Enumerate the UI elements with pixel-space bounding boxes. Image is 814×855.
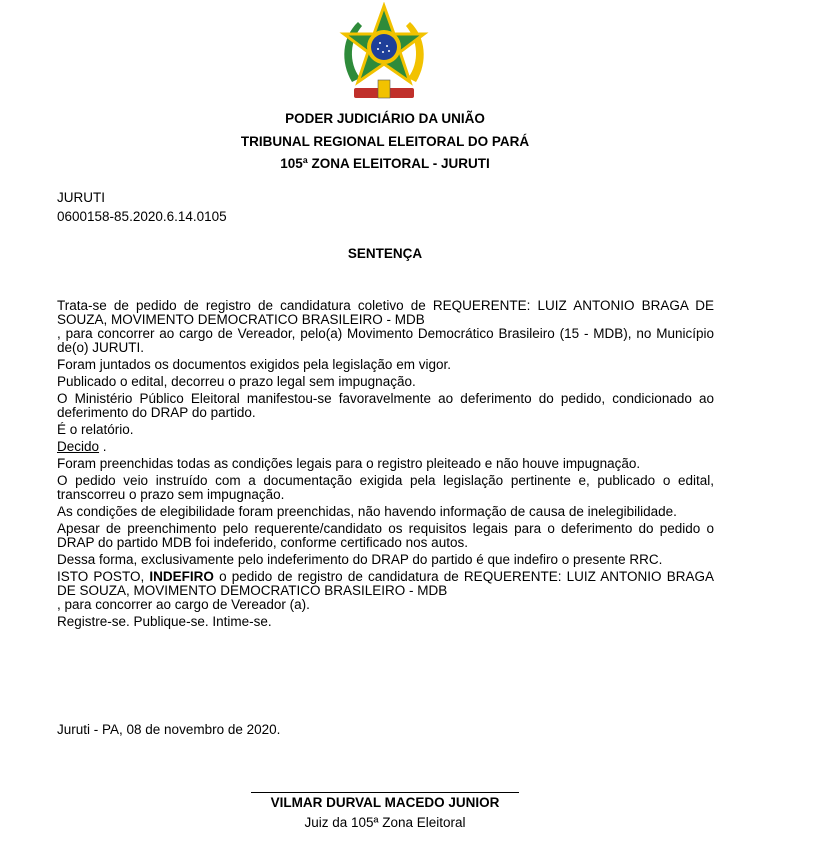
indefiro-word: INDEFIRO	[149, 569, 214, 584]
case-number: 0600158-85.2020.6.14.0105	[57, 209, 227, 224]
paragraph-edital: Publicado o edital, decorreu o prazo legal sem impugnação.	[57, 374, 416, 389]
paragraph-text: ISTO POSTO,	[57, 569, 150, 584]
paragraph-text: Trata-se de pedido de registro de candidatura coletivo de REQUERENTE: LUIZ ANTONIO BRAGA DE SOUZA, MOVIMENTO DEMOCRATICO BRASILEIRO - MDB	[57, 298, 714, 327]
signature-name: VILMAR DURVAL MACEDO JUNIOR	[270, 795, 500, 810]
paragraph-text: .	[99, 439, 107, 454]
place-date: Juruti - PA, 08 de novembro de 2020.	[57, 722, 281, 737]
paragraph-request	[57, 299, 714, 355]
document-body	[57, 299, 714, 632]
document-title: SENTENÇA	[347, 246, 423, 261]
paragraph-conclusion: Dessa forma, exclusivamente pelo indeferimento do DRAP do partido é que indefiro o presente RRC.	[57, 552, 663, 567]
paragraph-ministerio: O Ministério Público Eleitoral manifestou-se favoravelmente ao deferimento do pedido, condicionado ao deferimento do DRAP do partido.	[57, 391, 714, 420]
paragraph-register: Registre-se. Publique-se. Intime-se.	[57, 614, 272, 629]
paragraph-decido	[57, 440, 714, 454]
paragraph-eligibility: As condições de elegibilidade foram preenchidas, não havendo informação de causa de inelegibilidade.	[57, 504, 677, 519]
paragraph-relatorio: É o relatório.	[57, 422, 134, 437]
header-line-1: PODER JUDICIÁRIO DA UNIÃO	[285, 111, 485, 126]
signature-role: Juiz da 105ª Zona Eleitoral	[304, 815, 466, 830]
case-city: JURUTI	[57, 190, 105, 205]
header-line-2: TRIBUNAL REGIONAL ELEITORAL DO PARÁ	[240, 134, 530, 149]
paragraph-conditions: Foram preenchidas todas as condições legais para o registro pleiteado e não houve impugnação.	[57, 456, 641, 471]
brazil-coat-of-arms-icon	[334, 2, 434, 108]
paragraph-text: , para concorrer ao cargo de Vereador, pelo(a) Movimento Democrático Brasileiro (15 - MDB), no Município de(o) JURUTI.	[57, 326, 714, 355]
paragraph-instruction: O pedido veio instruído com a documentação exigida pela legislação pertinente e, publicado o edital, transcorreu o prazo sem impugnação.	[57, 473, 714, 502]
paragraph-decision	[57, 570, 714, 612]
decido-word: Decido	[57, 439, 100, 454]
paragraph-drap: Apesar de preenchimento pelo requerente/candidato os requisitos legais para o deferimento do pedido o DRAP do partido MDB foi indeferido, conforme certificado nos autos.	[57, 521, 714, 550]
paragraph-text: , para concorrer ao cargo de Vereador (a).	[57, 597, 310, 612]
header-line-3: 105ª ZONA ELEITORAL - JURUTI	[280, 156, 490, 171]
paragraph-documents: Foram juntados os documentos exigidos pela legislação em vigor.	[57, 357, 451, 372]
paragraph-text: o pedido de registro de candidatura de REQUERENTE: LUIZ ANTONIO BRAGA DE SOUZA, MOVIMENTO DEMOCRATICO BRASILEIRO - MDB	[57, 569, 714, 598]
signature-line	[251, 792, 519, 793]
